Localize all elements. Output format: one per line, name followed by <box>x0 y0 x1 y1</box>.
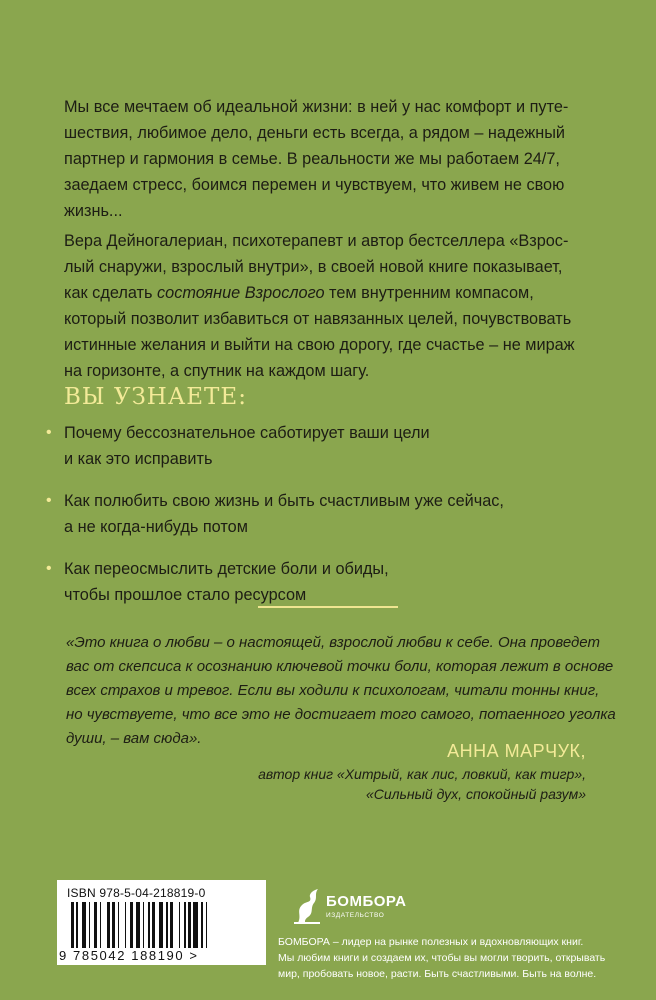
quote-line: вас от скепсиса к осознанию ключевой точки боли, которая лежит в основе <box>66 658 614 675</box>
quote-line: всех страхов и тревог. Если вы ходили к психологам, читали тонны книг, <box>66 682 600 699</box>
bullet-dot-icon: • <box>46 492 52 509</box>
barcode-bar <box>206 902 207 948</box>
isbn-barcode <box>57 880 266 965</box>
barcode-bar <box>130 902 133 948</box>
learn-list <box>44 420 604 624</box>
barcode-digits: 9 785042 188190 > <box>59 948 199 963</box>
isbn-label: ISBN 978-5-04-218819-0 <box>67 886 206 900</box>
barcode-bar <box>166 902 167 948</box>
barcode-bar <box>159 902 163 948</box>
barcode-bar <box>89 902 90 948</box>
text-line: лый снаружи, взрослый внутри», в своей новой книге показывает, <box>64 258 563 276</box>
publisher-logo <box>292 885 412 925</box>
quote-author-books: «Сильный дух, спокойный разум» <box>365 786 586 802</box>
barcode-bar <box>193 902 197 948</box>
quote-author-books: автор книг «Хитрый, как лис, ловкий, как тигр», <box>258 766 586 782</box>
description-paragraph-1 <box>64 94 594 224</box>
wave-logo-icon <box>292 885 322 925</box>
barcode-bar <box>170 902 173 948</box>
quote-line: «Это книга о любви – о настоящей, взрослой любви к себе. Она проведет <box>66 634 600 651</box>
learn-heading: ВЫ УЗНАЕТЕ: <box>64 384 247 410</box>
barcode-bar <box>94 902 97 948</box>
list-item-line: Как переосмыслить детские боли и обиды, <box>64 560 389 578</box>
review-quote <box>66 631 616 751</box>
barcode-bar <box>143 902 144 948</box>
tagline-line: мир, пробовать новое, расти. Быть счастливыми. Быть на волне. <box>278 968 597 980</box>
text-fragment: как сделать <box>64 284 157 302</box>
list-item-line: а не когда-нибудь потом <box>64 518 248 536</box>
barcode-bars <box>71 902 257 948</box>
quote-author-name: АННА МАРЧУК, <box>447 741 586 761</box>
tagline-line: БОМБОРА – лидер на рынке полезных и вдохновляющих книг. <box>278 936 584 948</box>
bullet-dot-icon: • <box>46 424 52 441</box>
text-line: заедаем стресс, боимся перемен и чувствуем, что живем не свою <box>64 176 565 194</box>
list-item-line: Как полюбить свою жизнь и быть счастливым уже сейчас, <box>64 492 504 510</box>
text-line: истинные желания и выйти на свою дорогу, где счастье – не мираж <box>64 336 575 354</box>
emphasized-term: состояние Взрослого <box>157 284 325 302</box>
barcode-bar <box>112 902 115 948</box>
text-line: Вера Дейногалериан, психотерапевт и автор бестселлера «Взрос- <box>64 232 569 250</box>
divider <box>258 606 398 608</box>
barcode-bar <box>136 902 140 948</box>
barcode-bar <box>71 902 74 948</box>
text-line: Мы все мечтаем об идеальной жизни: в ней у нас комфорт и путе- <box>64 98 569 116</box>
list-item-line: чтобы прошлое стало ресурсом <box>64 586 307 604</box>
barcode-bar <box>188 902 191 948</box>
barcode-bar <box>184 902 185 948</box>
tagline-line: Мы любим книги и создаем их, чтобы вы могли творить, открывать <box>278 952 606 964</box>
text-fragment: тем внутренним компасом, <box>324 284 534 302</box>
text-line: партнер и гармония в семье. В реальности же мы работаем 24/7, <box>64 150 560 168</box>
publisher-tagline <box>278 934 608 982</box>
barcode-bar <box>125 902 126 948</box>
text-line-mixed <box>64 280 594 306</box>
text-line: шествия, любимое дело, деньги есть всегда, а рядом – надежный <box>64 124 566 142</box>
text-line: на горизонте, а спутник на каждом шагу. <box>64 362 370 380</box>
barcode-bar <box>82 902 86 948</box>
list-item <box>44 420 604 472</box>
publisher-name: БОМБОРА <box>326 893 407 910</box>
text-line: жизнь... <box>64 202 123 220</box>
barcode-bar <box>100 902 101 948</box>
barcode-bar <box>152 902 155 948</box>
quote-line: души, – вам сюда». <box>66 730 202 747</box>
barcode-bar <box>179 902 180 948</box>
publisher-subtitle: ИЗДАТЕЛЬСТВО <box>326 912 385 919</box>
barcode-bar <box>118 902 119 948</box>
description-paragraph-2 <box>64 228 594 384</box>
list-item-line: Почему бессознательное саботирует ваши цели <box>64 424 430 442</box>
barcode-bar <box>148 902 149 948</box>
list-item-line: и как это исправить <box>64 450 213 468</box>
text-line: который позволит избавиться от навязанных целей, почувствовать <box>64 310 572 328</box>
quote-line: но чувствуете, что все это не достигает того самого, потаенного уголка <box>66 706 616 723</box>
barcode-bar <box>201 902 204 948</box>
list-item <box>44 556 604 608</box>
barcode-bar <box>107 902 110 948</box>
barcode-bar <box>76 902 77 948</box>
list-item <box>44 488 604 540</box>
bullet-dot-icon: • <box>46 560 52 577</box>
